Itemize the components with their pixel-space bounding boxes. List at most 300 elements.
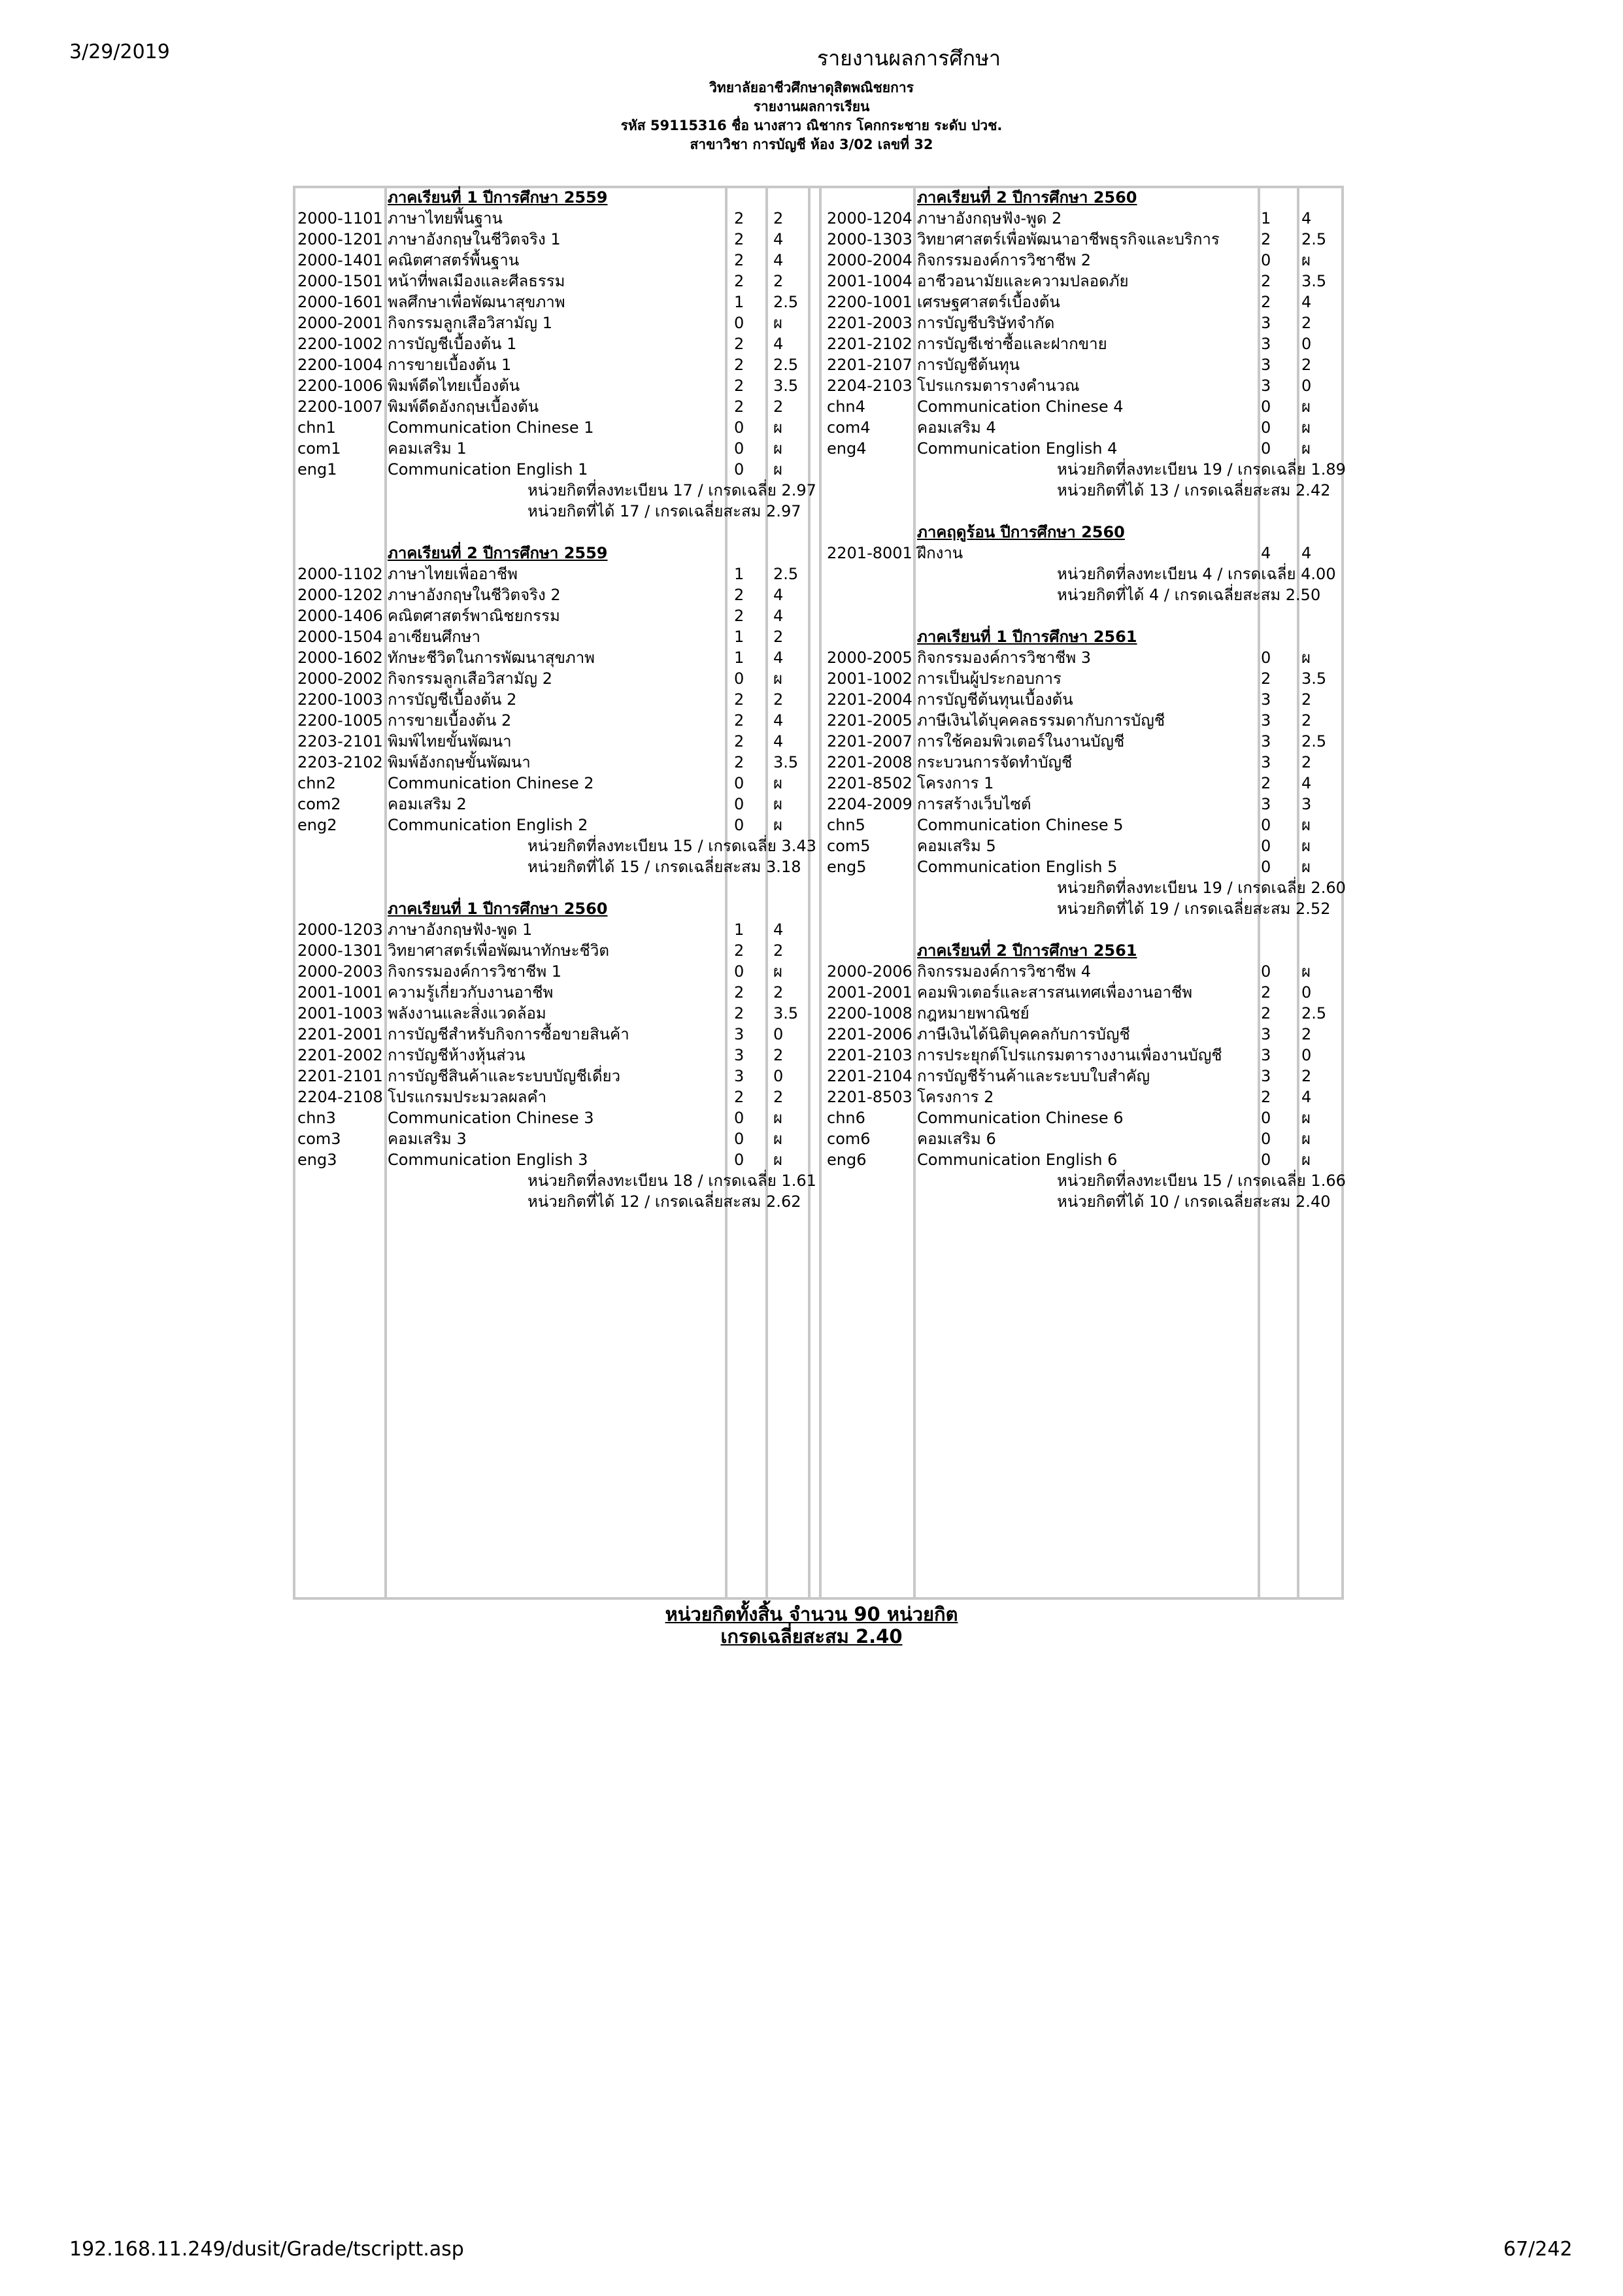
- course-credit: 0: [734, 1109, 745, 1127]
- course-row: [827, 731, 1337, 752]
- course-credit: 0: [1261, 837, 1271, 855]
- course-credit: 0: [734, 1151, 745, 1169]
- term-heading: [827, 940, 1337, 961]
- course-name: ภาษาอังกฤษฟัง-พูด 2: [917, 209, 1062, 228]
- course-code: chn2: [297, 774, 336, 792]
- course-code: 2200-1002: [297, 335, 383, 353]
- course-row: [827, 815, 1337, 836]
- course-grade: ผ: [1301, 858, 1311, 876]
- course-name: การบัญชีสำหรับกิจการซื้อขายสินค้า: [388, 1025, 629, 1043]
- course-name: การบัญชีสินค้าและระบบบัญชีเดี่ยว: [388, 1067, 621, 1085]
- course-name: การใช้คอมพิวเตอร์ในงานบัญชี: [917, 732, 1125, 751]
- summary-text: หน่วยกิตที่ได้ 15 / เกรดเฉลี่ยสะสม 3.18: [527, 858, 801, 876]
- course-row: [297, 1107, 807, 1128]
- course-credit: 2: [734, 732, 745, 751]
- course-row: [297, 375, 807, 396]
- course-grade: 2: [1301, 711, 1312, 730]
- summary-text: หน่วยกิตที่ได้ 13 / เกรดเฉลี่ยสะสม 2.42: [1057, 481, 1331, 499]
- course-code: 2201-2001: [297, 1025, 383, 1043]
- course-credit: 3: [1261, 314, 1271, 332]
- course-name: การบัญชีต้นทุนเบื้องต้น: [917, 690, 1073, 709]
- course-name: กิจกรรมลูกเสือวิสามัญ 1: [388, 314, 552, 332]
- course-row: [297, 271, 807, 292]
- term-heading: [297, 543, 807, 564]
- course-row: [297, 292, 807, 312]
- course-grade: 2: [773, 941, 784, 960]
- course-grade: 2.5: [1301, 732, 1327, 751]
- course-grade: 2: [773, 397, 784, 416]
- course-code: 2000-1101: [297, 209, 383, 228]
- course-name: คอมเสริม 3: [388, 1130, 467, 1148]
- course-name: ภาษาไทยพื้นฐาน: [388, 209, 503, 228]
- divider: [808, 186, 811, 1600]
- course-name: การบัญชีร้านค้าและระบบใบสำคัญ: [917, 1067, 1150, 1085]
- course-code: 2000-1504: [297, 628, 383, 646]
- summary-text: หน่วยกิตที่ได้ 12 / เกรดเฉลี่ยสะสม 2.62: [527, 1192, 801, 1211]
- course-credit: 3: [1261, 1025, 1271, 1043]
- course-credit: 0: [1261, 858, 1271, 876]
- course-code: 2001-1003: [297, 1004, 383, 1022]
- course-name: การขายเบื้องต้น 2: [388, 711, 512, 730]
- course-code: 2200-1008: [827, 1004, 912, 1022]
- divider: [819, 186, 822, 1600]
- course-credit: 3: [1261, 711, 1271, 730]
- course-grade: 3: [1301, 795, 1312, 813]
- print-date: 3/29/2019: [69, 41, 170, 63]
- course-row: [297, 752, 807, 773]
- course-code: 2000-2003: [297, 962, 383, 981]
- course-row: [827, 1149, 1337, 1170]
- course-name: คอมเสริม 6: [917, 1130, 996, 1148]
- course-grade: 0: [1301, 335, 1312, 353]
- course-row: [827, 836, 1337, 856]
- summary-text: หน่วยกิตที่ลงทะเบียน 4 / เกรดเฉลี่ย 4.00: [1057, 565, 1336, 583]
- course-code: 2200-1004: [297, 356, 383, 374]
- course-credit: 3: [1261, 335, 1271, 353]
- course-grade: ผ: [773, 1151, 783, 1169]
- course-code: 2001-2001: [827, 983, 912, 1002]
- course-name: กิจกรรมองค์การวิชาชีพ 4: [917, 962, 1092, 981]
- course-credit: 0: [734, 460, 745, 479]
- course-name: กฎหมายพาณิชย์: [917, 1004, 1029, 1022]
- course-name: พิมพ์ดีดอังกฤษเบื้องต้น: [388, 397, 539, 416]
- course-row: [827, 208, 1337, 229]
- course-name: Communication English 1: [388, 460, 588, 479]
- course-grade: ผ: [773, 460, 783, 479]
- course-code: eng4: [827, 439, 867, 458]
- course-name: ทักษะชีวิตในการพัฒนาสุขภาพ: [388, 649, 595, 667]
- course-credit: 0: [734, 669, 745, 688]
- course-code: eng1: [297, 460, 337, 479]
- course-grade: ผ: [773, 774, 783, 792]
- course-grade: 4: [773, 251, 784, 269]
- course-grade: 2.5: [1301, 230, 1327, 248]
- course-name: ภาษาอังกฤษในชีวิตจริง 2: [388, 586, 561, 604]
- summary-text: หน่วยกิตที่ลงทะเบียน 18 / เกรดเฉลี่ย 1.61: [527, 1172, 816, 1190]
- course-row: [297, 312, 807, 333]
- course-row: [827, 1045, 1337, 1066]
- course-credit: 2: [734, 230, 745, 248]
- course-row: [297, 250, 807, 271]
- course-row: [297, 564, 807, 584]
- course-code: 2000-1204: [827, 209, 912, 228]
- course-row: [827, 396, 1337, 417]
- course-grade: 0: [1301, 1046, 1312, 1064]
- course-credit: 2: [734, 690, 745, 709]
- term-title: ภาคเรียนที่ 2 ปีการศึกษา 2561: [917, 941, 1137, 960]
- course-row: [827, 1087, 1337, 1107]
- course-name: คณิตศาสตร์พาณิชยกรรม: [388, 607, 560, 625]
- course-code: chn3: [297, 1109, 336, 1127]
- course-row: [297, 731, 807, 752]
- course-row: [827, 1024, 1337, 1045]
- summary-text: หน่วยกิตที่ลงทะเบียน 17 / เกรดเฉลี่ย 2.97: [527, 481, 816, 499]
- course-credit: 2: [734, 335, 745, 353]
- course-grade: ผ: [773, 816, 783, 834]
- term-summary: [297, 480, 816, 501]
- course-name: การบัญชีเช่าซื้อและฝากขาย: [917, 335, 1107, 353]
- course-grade: 4: [1301, 774, 1312, 792]
- course-credit: 4: [1261, 544, 1271, 562]
- course-row: [297, 940, 807, 961]
- course-code: 2204-2103: [827, 377, 912, 395]
- course-row: [297, 689, 807, 710]
- course-row: [297, 208, 807, 229]
- course-row: [297, 459, 807, 480]
- course-credit: 0: [734, 816, 745, 834]
- course-grade: 2: [773, 272, 784, 290]
- course-name: Communication Chinese 3: [388, 1109, 594, 1127]
- course-name: กระบวนการจัดทำบัญชี: [917, 753, 1073, 771]
- course-grade: ผ: [1301, 816, 1311, 834]
- term-title: ภาคเรียนที่ 1 ปีการศึกษา 2561: [917, 628, 1137, 646]
- course-code: chn6: [827, 1109, 865, 1127]
- course-grade: 2: [1301, 753, 1312, 771]
- spacer: [297, 877, 807, 898]
- course-grade: ผ: [1301, 397, 1311, 416]
- course-name: ภาษาอังกฤษในชีวิตจริง 1: [388, 230, 561, 248]
- course-credit: 1: [734, 293, 745, 311]
- term-title: ภาคเรียนที่ 1 ปีการศึกษา 2559: [388, 188, 608, 207]
- course-row: [297, 668, 807, 689]
- course-grade: 3.5: [1301, 272, 1327, 290]
- course-code: com1: [297, 439, 341, 458]
- course-credit: 2: [1261, 1004, 1271, 1022]
- summary-text: หน่วยกิตที่ได้ 4 / เกรดเฉลี่ยสะสม 2.50: [1057, 586, 1321, 604]
- course-credit: 2: [734, 711, 745, 730]
- course-name: Communication Chinese 2: [388, 774, 594, 792]
- course-credit: 2: [734, 377, 745, 395]
- course-grade: ผ: [773, 669, 783, 688]
- course-grade: 2: [773, 209, 784, 228]
- course-name: Communication English 5: [917, 858, 1118, 876]
- course-grade: 4: [773, 230, 784, 248]
- course-credit: 3: [1261, 753, 1271, 771]
- course-row: [827, 710, 1337, 731]
- term-summary: [827, 877, 1346, 898]
- course-grade: 3.5: [773, 1004, 799, 1022]
- spacer: [827, 919, 1337, 940]
- course-name: Communication Chinese 5: [917, 816, 1124, 834]
- course-credit: 1: [1261, 209, 1271, 228]
- course-credit: 3: [1261, 732, 1271, 751]
- total-gpa: เกรดเฉลี่ยสะสม 2.40: [720, 1625, 903, 1647]
- course-code: 2201-2107: [827, 356, 912, 374]
- course-row: [827, 271, 1337, 292]
- course-name: คณิตศาสตร์พื้นฐาน: [388, 251, 520, 269]
- course-code: eng2: [297, 816, 337, 834]
- course-name: การประยุกต์โปรแกรมตารางงานเพื่องานบัญชี: [917, 1046, 1222, 1064]
- course-credit: 2: [734, 607, 745, 625]
- course-row: [827, 438, 1337, 459]
- course-credit: 0: [1261, 397, 1271, 416]
- term-summary: [827, 459, 1346, 480]
- course-grade: 3.5: [773, 753, 799, 771]
- spacer: [297, 522, 807, 543]
- course-credit: 0: [1261, 1151, 1271, 1169]
- course-row: [827, 856, 1337, 877]
- total-credits: หน่วยกิตทั้งสิ้น จำนวน 90 หน่วยกิต: [665, 1603, 958, 1625]
- course-row: [297, 1087, 807, 1107]
- course-grade: 4: [1301, 544, 1312, 562]
- course-row: [297, 1003, 807, 1024]
- term-title: ภาคเรียนที่ 2 ปีการศึกษา 2559: [388, 544, 608, 562]
- course-credit: 0: [1261, 649, 1271, 667]
- course-credit: 1: [734, 649, 745, 667]
- summary-text: หน่วยกิตที่ได้ 10 / เกรดเฉลี่ยสะสม 2.40: [1057, 1192, 1331, 1211]
- course-grade: 2: [773, 1046, 784, 1064]
- term-summary: [827, 480, 1337, 501]
- course-code: 2000-1406: [297, 607, 383, 625]
- term-heading: [297, 898, 807, 919]
- course-code: 2000-1401: [297, 251, 383, 269]
- course-grade: 2: [1301, 690, 1312, 709]
- course-name: Communication English 2: [388, 816, 588, 834]
- course-grade: ผ: [1301, 1130, 1311, 1148]
- course-credit: 2: [734, 753, 745, 771]
- course-credit: 2: [734, 251, 745, 269]
- course-credit: 2: [734, 1004, 745, 1022]
- course-grade: 2: [773, 628, 784, 646]
- course-grade: 4: [773, 607, 784, 625]
- course-code: 2203-2102: [297, 753, 383, 771]
- course-code: 2000-1601: [297, 293, 383, 311]
- course-credit: 2: [1261, 774, 1271, 792]
- course-credit: 0: [1261, 418, 1271, 437]
- course-row: [827, 250, 1337, 271]
- course-name: Communication Chinese 6: [917, 1109, 1124, 1127]
- course-code: com5: [827, 837, 871, 855]
- course-name: การเป็นผู้ประกอบการ: [917, 669, 1062, 688]
- course-name: โปรแกรมประมวลผลคำ: [388, 1088, 547, 1106]
- course-row: [297, 333, 807, 354]
- course-code: 2201-2006: [827, 1025, 912, 1043]
- course-code: 2201-2104: [827, 1067, 912, 1085]
- course-credit: 2: [1261, 272, 1271, 290]
- course-code: 2000-2004: [827, 251, 912, 269]
- page-number: 67/242: [1503, 2238, 1573, 2261]
- course-name: พิมพ์อังกฤษขั้นพัฒนา: [388, 753, 531, 771]
- course-name: โครงการ 2: [917, 1088, 994, 1106]
- course-name: การบัญชีเบื้องต้น 1: [388, 335, 517, 353]
- right-column: [827, 187, 1346, 1212]
- report-name: รายงานผลการเรียน: [753, 99, 870, 114]
- course-credit: 0: [734, 774, 745, 792]
- course-name: Communication English 3: [388, 1151, 588, 1169]
- course-name: คอมเสริม 5: [917, 837, 996, 855]
- course-row: [827, 312, 1337, 333]
- course-row: [827, 647, 1337, 668]
- course-grade: ผ: [1301, 439, 1311, 458]
- course-code: 2001-1001: [297, 983, 383, 1002]
- course-grade: ผ: [1301, 418, 1311, 437]
- course-row: [297, 1066, 807, 1087]
- course-code: 2200-1006: [297, 377, 383, 395]
- course-code: eng5: [827, 858, 867, 876]
- course-credit: 3: [1261, 1067, 1271, 1085]
- course-row: [297, 982, 807, 1003]
- course-code: 2201-2101: [297, 1067, 383, 1085]
- student-info: รหัส 59115316 ชื่อ นางสาว ณิชากร โคกกระชาย ระดับ ปวช.: [620, 118, 1003, 133]
- course-code: eng6: [827, 1151, 867, 1169]
- course-row: [827, 773, 1337, 794]
- course-code: 2201-2103: [827, 1046, 912, 1064]
- course-grade: 2.5: [773, 356, 799, 374]
- course-name: พิมพ์ดีดไทยเบื้องต้น: [388, 377, 520, 395]
- course-grade: ผ: [773, 418, 783, 437]
- course-name: กิจกรรมลูกเสือวิสามัญ 2: [388, 669, 552, 688]
- course-row: [827, 292, 1337, 312]
- course-name: คอมเสริม 2: [388, 795, 467, 813]
- course-name: คอมเสริม 1: [388, 439, 467, 458]
- term-heading: [827, 626, 1337, 647]
- course-row: [297, 815, 807, 836]
- summary-text: หน่วยกิตที่ได้ 19 / เกรดเฉลี่ยสะสม 2.52: [1057, 900, 1331, 918]
- course-grade: ผ: [773, 795, 783, 813]
- course-name: การบัญชีเบื้องต้น 2: [388, 690, 517, 709]
- course-name: การบัญชีห้างหุ้นส่วน: [388, 1046, 526, 1064]
- course-credit: 3: [1261, 795, 1271, 813]
- course-row: [827, 752, 1337, 773]
- course-row: [297, 417, 807, 438]
- course-grade: 3.5: [1301, 669, 1327, 688]
- course-code: 2201-8502: [827, 774, 912, 792]
- course-credit: 0: [1261, 439, 1271, 458]
- course-code: 2000-2001: [297, 314, 383, 332]
- term-summary: [827, 564, 1337, 584]
- course-code: 2201-2003: [827, 314, 912, 332]
- course-credit: 0: [1261, 962, 1271, 981]
- course-code: 2000-2005: [827, 649, 912, 667]
- course-name: โครงการ 1: [917, 774, 994, 792]
- course-grade: 4: [773, 649, 784, 667]
- course-name: Communication English 6: [917, 1151, 1118, 1169]
- course-name: Communication English 4: [917, 439, 1118, 458]
- term-summary: [297, 856, 807, 877]
- course-row: [297, 354, 807, 375]
- course-name: คอมเสริม 4: [917, 418, 996, 437]
- course-name: ฝึกงาน: [917, 544, 963, 562]
- course-code: 2201-2008: [827, 753, 912, 771]
- course-grade: 2: [1301, 1025, 1312, 1043]
- course-code: 2201-8503: [827, 1088, 912, 1106]
- course-grade: ผ: [773, 439, 783, 458]
- course-credit: 3: [1261, 690, 1271, 709]
- course-credit: 0: [734, 439, 745, 458]
- term-summary: [827, 1191, 1337, 1212]
- course-row: [827, 961, 1337, 982]
- course-code: 2201-2002: [297, 1046, 383, 1064]
- summary-text: หน่วยกิตที่ลงทะเบียน 19 / เกรดเฉลี่ย 1.89: [1057, 460, 1346, 479]
- course-code: 2201-2005: [827, 711, 912, 730]
- course-row: [827, 543, 1337, 564]
- course-row: [827, 794, 1337, 815]
- course-grade: 2: [1301, 1067, 1312, 1085]
- course-row: [827, 1066, 1337, 1087]
- major-info: สาขาวิชา การบัญชี ห้อง 3/02 เลขที่ 32: [690, 137, 933, 152]
- course-code: 2200-1001: [827, 293, 912, 311]
- course-row: [297, 647, 807, 668]
- course-row: [297, 710, 807, 731]
- course-code: 2000-1202: [297, 586, 383, 604]
- course-code: 2001-1004: [827, 272, 912, 290]
- term-summary: [827, 1170, 1346, 1191]
- course-name: คอมพิวเตอร์และสารสนเทศเพื่องานอาชีพ: [917, 983, 1193, 1002]
- course-name: พลศึกษาเพื่อพัฒนาสุขภาพ: [388, 293, 565, 311]
- summary-text: หน่วยกิตที่ได้ 17 / เกรดเฉลี่ยสะสม 2.97: [527, 502, 801, 520]
- course-name: ความรู้เกี่ยวกับงานอาชีพ: [388, 983, 554, 1002]
- course-code: 2200-1007: [297, 397, 383, 416]
- term-summary: [827, 898, 1337, 919]
- course-credit: 0: [1261, 816, 1271, 834]
- course-code: chn5: [827, 816, 865, 834]
- course-row: [827, 1003, 1337, 1024]
- page-title: รายงานผลการศึกษา: [817, 46, 1001, 71]
- course-grade: 4: [1301, 1088, 1312, 1106]
- course-name: กิจกรรมองค์การวิชาชีพ 2: [917, 251, 1092, 269]
- course-code: com2: [297, 795, 341, 813]
- course-name: ภาษีเงินได้นิติบุคคลกับการบัญชี: [917, 1025, 1130, 1043]
- course-credit: 2: [734, 397, 745, 416]
- course-row: [297, 773, 807, 794]
- term-summary: [297, 836, 816, 856]
- course-grade: ผ: [1301, 962, 1311, 981]
- course-code: 2000-1602: [297, 649, 383, 667]
- left-column: [297, 187, 816, 1212]
- course-grade: 4: [1301, 209, 1312, 228]
- course-grade: ผ: [1301, 251, 1311, 269]
- course-code: 2001-1002: [827, 669, 912, 688]
- course-row: [297, 438, 807, 459]
- course-grade: 2.5: [773, 293, 799, 311]
- course-row: [297, 794, 807, 815]
- course-grade: 2: [773, 1088, 784, 1106]
- course-grade: ผ: [1301, 649, 1311, 667]
- course-credit: 2: [734, 586, 745, 604]
- course-row: [297, 1024, 807, 1045]
- course-row: [297, 584, 807, 605]
- course-credit: 2: [734, 941, 745, 960]
- course-row: [827, 333, 1337, 354]
- course-name: พลังงานและสิ่งแวดล้อม: [388, 1004, 546, 1022]
- course-code: com6: [827, 1130, 871, 1148]
- course-row: [297, 626, 807, 647]
- course-grade: 4: [773, 711, 784, 730]
- course-code: 2000-2002: [297, 669, 383, 688]
- course-grade: 0: [1301, 377, 1312, 395]
- course-credit: 2: [734, 1088, 745, 1106]
- course-code: 2201-2102: [827, 335, 912, 353]
